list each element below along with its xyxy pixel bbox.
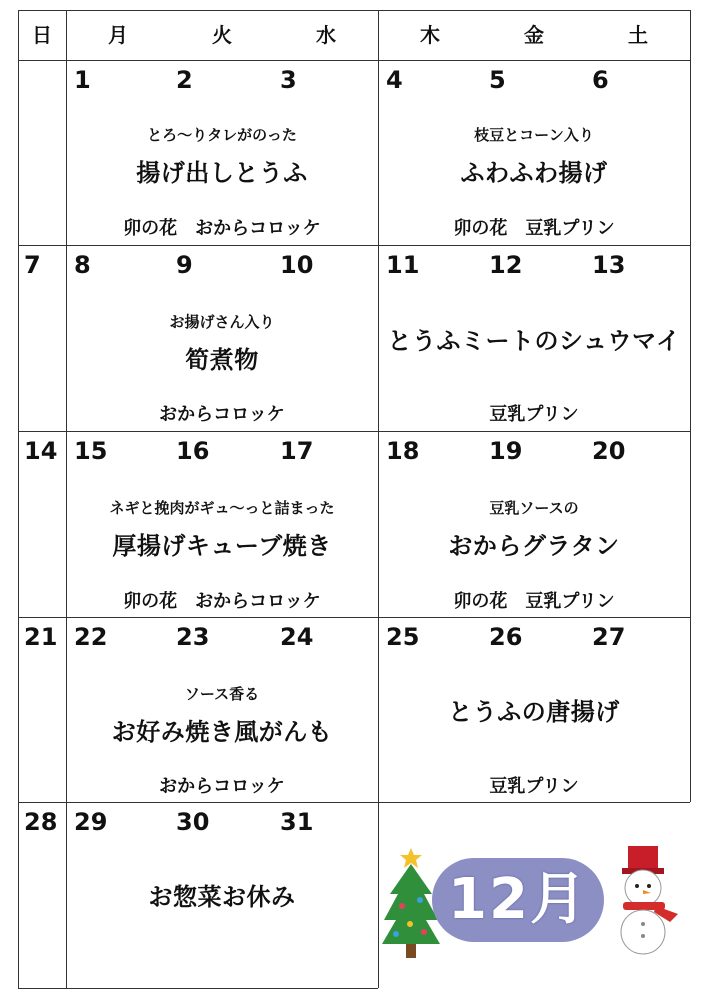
day-number: 24 (280, 623, 314, 651)
menu-main-dish: ふわふわ揚げ (460, 159, 608, 187)
day-number: 3 (280, 66, 297, 94)
day-number: 5 (489, 66, 506, 94)
menu-subtitle: 枝豆とコーン入り (474, 126, 594, 144)
header-wed: 水 (316, 23, 336, 47)
day-number: 18 (386, 437, 420, 465)
grid-line (18, 802, 690, 803)
day-number: 10 (280, 251, 314, 279)
day-number: 26 (489, 623, 523, 651)
header-sun: 日 (32, 23, 52, 47)
menu-subtitle: とろ〜りタレがのった (147, 126, 297, 144)
menu-side-dishes: 豆乳プリン (489, 776, 579, 797)
menu-subtitle: ソース香る (184, 685, 260, 703)
day-number: 30 (176, 808, 210, 836)
closed-notice: お惣菜お休み (148, 883, 296, 911)
day-number: 13 (592, 251, 626, 279)
day-number: 6 (592, 66, 609, 94)
menu-side-dishes: 卯の花 おからコロッケ (123, 218, 321, 239)
day-number: 1 (74, 66, 91, 94)
header-sat: 土 (628, 23, 648, 47)
menu-side-dishes: 豆乳プリン (489, 404, 579, 425)
menu-main-dish: 筍煮物 (185, 346, 259, 374)
menu-subtitle: ネギと挽肉がギュ〜っと詰まった (109, 499, 335, 517)
day-number: 21 (24, 623, 58, 651)
header-tue: 火 (212, 23, 232, 47)
day-number: 8 (74, 251, 91, 279)
day-number: 17 (280, 437, 314, 465)
day-number: 15 (74, 437, 108, 465)
header-mon: 月 (108, 23, 128, 47)
day-number: 2 (176, 66, 193, 94)
menu-main-dish: 揚げ出しとうふ (136, 159, 308, 187)
day-number: 7 (24, 251, 41, 279)
day-number: 19 (489, 437, 523, 465)
menu-side-dishes: 卯の花 豆乳プリン (453, 218, 615, 239)
menu-main-dish: とうふの唐揚げ (448, 698, 620, 726)
day-number: 28 (24, 808, 58, 836)
day-number: 27 (592, 623, 626, 651)
menu-subtitle: 豆乳ソースの (489, 499, 579, 517)
day-number: 11 (386, 251, 420, 279)
menu-main-dish: おからグラタン (448, 532, 620, 560)
day-number: 16 (176, 437, 210, 465)
menu-side-dishes: 卯の花 豆乳プリン (453, 591, 615, 612)
menu-main-dish: とうふミートのシュウマイ (387, 327, 681, 355)
menu-main-dish: 厚揚げキューブ焼き (112, 532, 332, 560)
day-number: 12 (489, 251, 523, 279)
snowman-icon (606, 842, 684, 958)
menu-main-dish: お好み焼き風がんも (111, 718, 333, 746)
menu-side-dishes: おからコロッケ (159, 776, 285, 797)
menu-side-dishes: おからコロッケ (159, 404, 285, 425)
day-number: 20 (592, 437, 626, 465)
day-number: 4 (386, 66, 403, 94)
header-thu: 木 (420, 23, 440, 47)
day-number: 23 (176, 623, 210, 651)
menu-side-dishes: 卯の花 おからコロッケ (123, 591, 321, 612)
day-number: 22 (74, 623, 108, 651)
grid-line (18, 10, 19, 988)
grid-line (18, 245, 690, 246)
menu-subtitle: お揚げさん入り (169, 313, 275, 331)
grid-line (18, 988, 378, 989)
day-number: 31 (280, 808, 314, 836)
day-number: 14 (24, 437, 58, 465)
day-number: 9 (176, 251, 193, 279)
day-number: 25 (386, 623, 420, 651)
grid-line (18, 617, 690, 618)
grid-line (18, 60, 690, 61)
grid-line (18, 431, 690, 432)
header-fri: 金 (524, 23, 544, 47)
day-number: 29 (74, 808, 108, 836)
month-badge: 12月 (448, 867, 588, 932)
grid-line (690, 10, 691, 802)
